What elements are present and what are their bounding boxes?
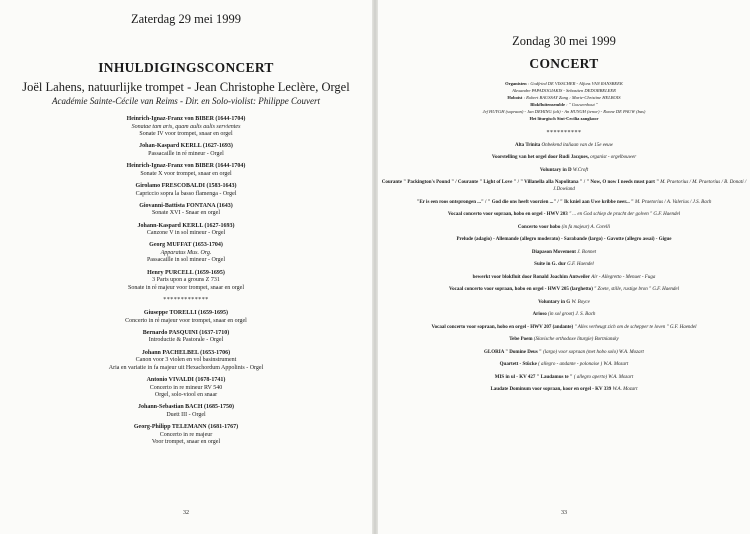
left-page-number: 32 [183,510,189,516]
work-line: Concerto in re majeur [159,431,213,438]
work-line: 3 Parts upon a grouns Z 731 [152,277,220,284]
item-detail: ( allegro - andante - polonaise ) W.A. Mozart [538,362,629,368]
item-title: Voluntary in G [538,299,571,305]
credits-block [378,80,750,122]
program-item [378,225,750,232]
program-entry [0,163,372,178]
credit-text: Alexandre PAPADOGIAKIS - Sebastien DEDORBELEER [512,88,616,93]
item-detail: ( allegro aperto) W.A. Mozart [573,374,634,380]
item-detail: organist - orgelbouwer [590,155,637,161]
composer-name: Henry PURCELL (1659-1695) [147,269,225,276]
item-title: Tebe Poem [509,337,533,343]
composer-name: Johann-Sebastian BACH (1685-1750) [137,404,234,411]
item-title: GLORIA " Domine Deus " [484,349,542,355]
composer-name: Johann PACHELBEL (1653-1706) [141,349,231,356]
credit-text: : " Gouwenhout " [564,102,598,107]
composer-name: Johann-Kaspard KERLL (1627-1693) [137,222,235,229]
program-entry [0,183,372,198]
program-item [378,325,750,332]
item-title: MIS in ul - KV 427 " Laudamus te " [494,374,573,380]
work-line: Voor trompet, snaar en orgel [151,439,221,446]
composer-name: Heinrich-Ignaz-Franz von BIBER (1644-1704) [126,116,246,122]
item-title: "Er is een roos ontsprongen ..." / " God die ons heeft voorzien ..." / " Ik kniel aan Uwe kribbe neer... " [416,199,634,205]
work-line: Concerto in re mineur RV 540 [149,384,223,391]
item-detail: G.F. Haendel [567,262,594,268]
work-line: Sonate in ré majeur voor trompet, snaar en orgel [127,284,245,291]
item-title: Quartett - Stücke [499,362,537,368]
program-entry [0,404,372,419]
item-title: Diapason Movement [531,249,576,255]
credit-line [378,87,750,94]
program-entry [0,377,372,400]
work-line: Canon voor 3 violen en vol basinstrument [135,357,237,364]
item-detail: (in sol groot) J. S. Bach [547,312,596,318]
credit-label: Het liturgisch Sint-Cecilia zangkoor [529,116,599,121]
item-detail: Onbekend italiaan van de 15e eeuw [541,143,613,148]
item-detail: W.A. Mozart [612,387,638,392]
left-page [0,0,372,534]
program-item [378,168,750,175]
right-program-list [378,143,750,399]
item-detail: " ... en God schiep de pracht der golven " G.F. Haendel [569,212,681,218]
item-title: Laudate Dominum voor sopraan, koor en orgel - KV 339 [490,387,612,392]
program-item [378,387,750,394]
item-detail: (in fa majeur) A. Corelli [561,224,611,230]
item-title: Voluntary in D [539,167,572,173]
item-title: Prelude (adagio) - Allemande (allegro moderato) - Sarabande (largo) - Gavotte (allegro assai) - Gigue [456,237,672,243]
right-page-number: 33 [561,510,567,516]
work-line: Orgel, solo-viool en snaar [154,392,218,399]
item-title: Suite in G. dur [534,262,566,268]
left-page-title: INHULDIGINGSCONCERT [98,60,274,75]
credit-line [378,94,750,101]
composer-name: Heinrich-Ignaz-Franz von BIBER (1644-1704) [126,163,246,170]
program-entry [0,310,372,325]
credit-text: : Godfried DE VISSCHER - Alfons VAN RANSBEEK [526,81,623,86]
work-line: Sonatae tam aris, quam aulis aulis servientes [131,123,241,130]
right-page-date: Zondag 30 mei 1999 [512,34,616,48]
program-entry [0,143,372,158]
credit-label: Hoboïst [507,95,523,100]
work-line: Duett III - Orgel [166,411,206,418]
work-line: Aria en variatie in fa majeur uit Hexachordum Appolinis - Orgel [108,364,264,371]
item-title: Vocaal concerto voor sopraan, hobo en orgel - HWV 203 [447,212,568,218]
item-detail: (largo) voor sopraan (met hobo solo) W.A. Mozart [543,349,644,355]
item-detail: J. Bonnet [577,249,597,255]
right-page [378,0,750,534]
composer-name: Girolamo FRESCOBALDI (1583-1643) [135,182,237,189]
program-entry [0,350,372,373]
work-line: Sonate IV voor trompet, snaar en orgel [139,131,233,138]
program-entry [0,242,372,265]
credit-line [378,115,750,122]
work-line: Apparatus Mus. Org. [160,249,212,256]
credit-label: Blokfluitensemble [530,102,565,107]
program-entry [0,424,372,447]
composer-name: Giovanni-Battista FONTANA (1643) [139,202,233,209]
program-item [378,155,750,162]
item-title: Vocaal concerto voor sopraan, hobo en orgel - HWV 207 (andante) [431,324,574,330]
program-item [378,350,750,357]
composer-name: Georg MUFFAT (1653-1704) [149,242,223,249]
credit-line [378,101,750,108]
composer-name: Antonio VIVALDI (1678-1741) [146,376,226,383]
item-detail: W. Boyce [571,299,590,305]
program-item [378,200,750,207]
program-entry [0,270,372,293]
work-line: Sonate XVI - Snaar en orgel [151,210,221,217]
program-item [378,143,750,150]
item-title: Concerto voor hobo [517,224,561,230]
item-title: Alta Trinita [515,143,541,148]
program-item [378,312,750,319]
composer-name: Georg-Philipp TELEMANN (1681-1767) [133,424,239,431]
program-item [378,362,750,369]
work-line: Passacaille in sol mineur - Orgel [146,257,226,264]
program-entry [0,223,372,238]
work-line: Concerto in ré majeur voor trompet, snaar en orgel [125,317,247,324]
work-line: Canzone V in sol mineur - Orgel [146,230,226,237]
item-title: Voorstelling van het orgel door Rudi Jacques, [491,155,589,161]
program-separator: ************* [163,297,209,304]
program-entry [0,203,372,218]
program-item [378,275,750,282]
program-item [378,237,750,244]
program-entry [0,330,372,345]
composer-name: Johan-Kaspard KERLL (1627-1693) [139,143,233,150]
item-detail: " Alles verheugt zich om de schepper te loven " G.F. Haendel [574,324,697,330]
program-item [378,337,750,344]
academy-line: Académie Sainte-Cécile van Reims - Dir. en Solo-violist: Philippe Couvert [52,96,320,106]
program-item [378,262,750,269]
item-detail: (Slavische orthodoxe liturgie) Bortniansky [533,337,619,343]
right-page-title: CONCERT [529,56,599,71]
composer-name: Giuseppe TORELLI (1659-1695) [143,310,229,317]
program-item [378,375,750,382]
item-title: Courante " Packington's Pound " / Courante " Light of Love " / " Villanella alla Napolitana " / " Now, O now I needs must part " [381,180,659,186]
program-item [378,250,750,257]
item-title: Vocaal concerto voor sopraan, hobo en orgel - HWV 205 (larghetto) [448,287,593,293]
stars-separator: ********** [546,130,582,136]
item-detail: W.Croft [572,167,589,173]
credit-text: Jef HUYGH (sopraan) - Jan DEHING (alt) - An HUYGH (tenor) - Ronne DE PAUW (bas) [482,109,646,114]
performers-line: Joël Lahens, natuurlijke trompet - Jean Christophe Leclère, Orgel [22,80,350,94]
item-title: bewerkt voor blokfluit door Ronald Joachim Antweiler [472,274,590,280]
item-title: Arioso [532,312,547,318]
composer-name: Bernardo PASQUINI (1637-1710) [142,329,230,336]
program-item [378,212,750,219]
credit-line [378,80,750,87]
left-program-list [0,116,372,452]
credit-text: : Robert BAUSSAY Zang : Marie-Christine HELBOIS [522,95,621,100]
program-item [378,180,750,194]
credit-label: Organisten [505,81,527,86]
credit-line [378,108,750,115]
item-detail: " Zoete, stille, rustige bron " G.F. Haendel [594,287,680,293]
work-line: Passacaille in ré mineur - Orgel [148,150,224,157]
work-line: Introductie & Pastorale - Orgel [148,337,224,344]
left-page-date: Zaterdag 29 mei 1999 [130,12,242,26]
program-item [378,287,750,294]
program-entry [0,116,372,139]
item-detail: Air - Allegretto - Menuet - Fuga [591,274,656,280]
work-line: Capriccio sopra la basso flamenga - Orgel [135,190,237,197]
item-detail: M. Praetorius / M. Praetorius / B. Donati / J.Dowland [553,180,747,193]
program-item [378,300,750,307]
work-line: Sonate X voor trompet, snaar en orgel [140,170,232,177]
item-detail: M. Praetorius / A. Valerius / J.S. Bach [635,199,712,205]
